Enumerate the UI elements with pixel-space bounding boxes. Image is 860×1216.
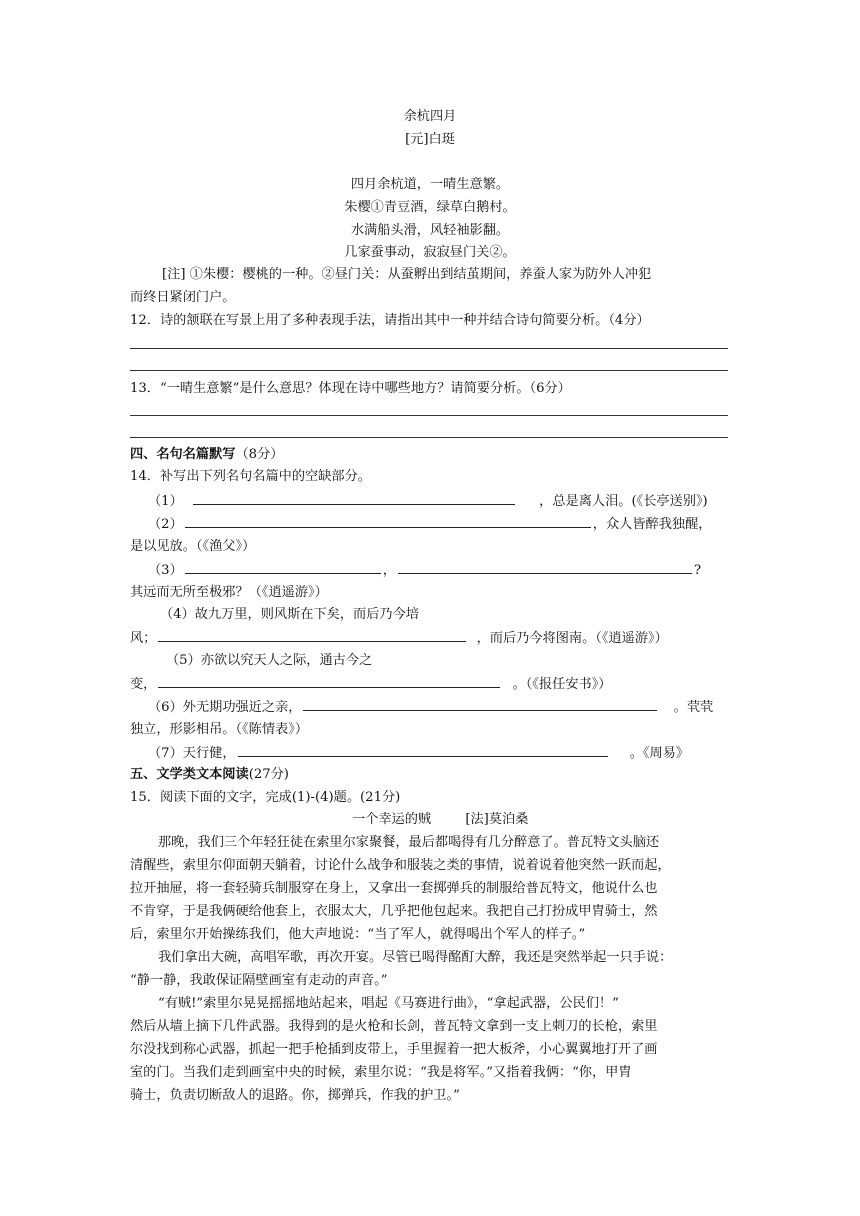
- answer-line[interactable]: [130, 437, 728, 438]
- story-author: [法]莫泊桑: [465, 812, 529, 827]
- item-number: （2）: [148, 517, 183, 532]
- item-number: （1）: [148, 494, 183, 509]
- item-text: ，众人皆醉我独醒，: [592, 517, 712, 532]
- fill-item-4-cont: [130, 629, 668, 648]
- item-text-cont: 独立，形影相吊。（《陈情表》）: [130, 722, 309, 737]
- fill-item-5-cont: [130, 675, 611, 694]
- story-paragraph-line: 室的门。当我们走到画室中央的时候，索里尔说：“我是将军。”又指着我俩：“你，甲胄: [130, 1065, 632, 1080]
- fill-item-3: [148, 561, 701, 580]
- story-paragraph-line: 尔没找到称心武器，抓起一把手枪插到皮带上，手里握着一把大板斧，小心翼翼地打开了画: [130, 1042, 658, 1057]
- item-text-cont: 是以见放。（《渔父》）: [130, 539, 256, 554]
- item-text: ，总是离人泪。(《长亭送别》): [539, 494, 708, 509]
- fill-blank[interactable]: [398, 561, 692, 574]
- fill-blank[interactable]: [158, 675, 500, 688]
- fill-item-1: [148, 492, 708, 511]
- question-15: 15．阅读下面的文字，完成(1)-(4)题。(21分): [130, 790, 401, 805]
- fill-item-5: （5）亦欲以究天人之际，通古今之: [166, 653, 373, 668]
- fill-item-6: [148, 698, 713, 717]
- story-paragraph-line: 不肯穿，于是我俩硬给他套上，衣服太大，几乎把他包起来。我把自己打扮成甲胄骑士，然: [130, 904, 658, 919]
- poem-author: [元]白珽: [405, 132, 455, 147]
- section-5-title: 五、文学类文本阅读: [130, 767, 249, 782]
- item-text: 变，: [130, 677, 157, 692]
- story-paragraph-line: 拉开抽屉，将一套轻骑兵制服穿在身上，又拿出一套掷弹兵的制服给普瓦特文，他说什么也: [130, 881, 658, 896]
- fill-item-2: [148, 515, 711, 534]
- poem-line: 几家蚕事动，寂寂昼门关②。: [344, 245, 516, 260]
- story-title: 一个幸运的贼: [352, 812, 432, 827]
- story-paragraph-line: 清醒些，索里尔仰面朝天躺着，讨论什么战争和服装之类的事情，说着说着他突然一跃而起，: [130, 858, 671, 873]
- item-text: ，而后乃今将图南。（《逍遥游》）: [476, 631, 668, 646]
- item-text: （6）外无期功强近之亲，: [148, 700, 302, 715]
- fill-item-7: [148, 744, 689, 763]
- fill-blank[interactable]: [185, 515, 591, 528]
- item-text: 。茕茕: [673, 700, 714, 715]
- fill-blank[interactable]: [158, 629, 466, 642]
- answer-line[interactable]: [130, 370, 728, 371]
- story-paragraph-line: 那晚，我们三个年轻狂徒在索里尔家聚餐，最后都喝得有几分醉意了。普瓦特文头脑还: [158, 835, 660, 850]
- section-5-score: (27分): [248, 767, 289, 782]
- poem-line: 四月余杭道，一晴生意繁。: [350, 177, 510, 192]
- story-paragraph-line: 我们拿出大碗，高唱军歌，再次开宴。尽管已喝得酩酊大醉，我还是突然举起一只手说：: [158, 950, 673, 965]
- fill-blank[interactable]: [303, 698, 657, 711]
- fill-blank[interactable]: [185, 561, 381, 574]
- item-text: ?: [693, 563, 702, 578]
- item-text: 。（《报任安书》）: [512, 677, 612, 692]
- story-paragraph-line: 骑士，负责切断敌人的退路。你，掷弹兵，作我的护卫。”: [130, 1088, 460, 1103]
- poem-line: 朱樱①青豆酒，绿草白鹅村。: [344, 200, 516, 215]
- item-text: 。《周易》: [629, 746, 690, 761]
- question-14: 14．补写出下列名句名篇中的空缺部分。: [130, 469, 371, 484]
- fill-item-4: （4）故九万里，则风斯在下矣，而后乃今培: [160, 607, 419, 622]
- fill-blank[interactable]: [238, 744, 608, 757]
- section-4-score: （8分）: [235, 447, 284, 462]
- question-12: 12．诗的颔联在写景上用了多种表现手法，请指出其中一种并结合诗句简要分析。（4分）: [130, 313, 650, 328]
- poem-note: [注] ①朱樱：樱桃的一种。②昼门关：从蚕孵出到结茧期间，养蚕人家为防外人冲犯: [162, 267, 652, 282]
- story-paragraph-line: 后，索里尔开始操练我们，他大声地说：“当了军人，就得喝出个军人的样子。”: [130, 927, 586, 942]
- section-5-heading: [130, 766, 289, 784]
- item-text: 风；: [130, 631, 157, 646]
- poem-line: 水满船头滑，风轻袖影翻。: [350, 223, 510, 238]
- item-text: （7）天行健，: [148, 746, 236, 761]
- question-13: 13．“一晴生意繁”是什么意思？体现在诗中哪些地方？请简要分析。（6分）: [130, 381, 571, 396]
- story-paragraph-line: “有贼!”索里尔晃晃摇摇地站起来，唱起《马赛进行曲》，“拿起武器，公民们！”: [158, 996, 619, 1011]
- story-paragraph-line: “静一静，我敢保证隔壁画室有走动的声音。”: [130, 973, 388, 988]
- item-number: （3）: [148, 563, 183, 578]
- section-4-heading: [130, 446, 283, 464]
- section-4-title: 四、名句名篇默写: [130, 447, 236, 462]
- answer-line[interactable]: [130, 348, 728, 349]
- answer-line[interactable]: [130, 415, 728, 416]
- poem-note-cont: 而终日紧闭门户。: [130, 290, 236, 305]
- fill-blank[interactable]: [193, 492, 515, 505]
- story-title-line: [352, 811, 528, 829]
- item-text-cont: 其远而无所至极邪？（《逍遥游》）: [130, 585, 328, 600]
- item-text: ，: [382, 563, 396, 578]
- story-paragraph-line: 然后从墙上摘下几件武器。我得到的是火枪和长剑，普瓦特文拿到一支上刺刀的长枪，索里: [130, 1019, 658, 1034]
- poem-title: 余杭四月: [403, 109, 457, 124]
